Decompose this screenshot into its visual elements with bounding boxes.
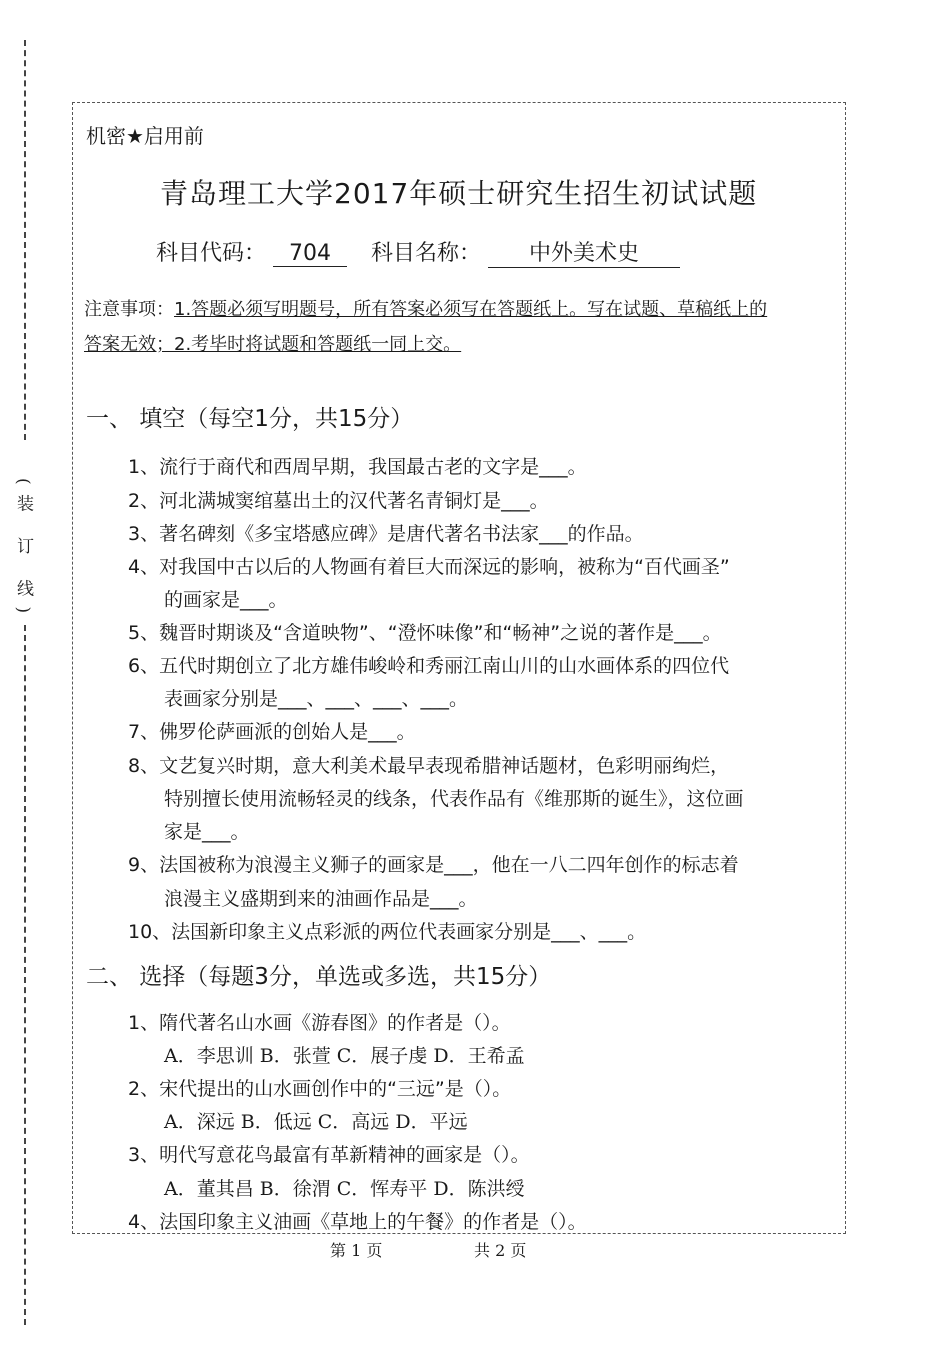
- s1-question-8: 8、文艺复兴时期，意大利美术最早表现希腊神话题材，色彩明丽绚烂，: [128, 755, 730, 777]
- s2-question-3: 3、明代写意花鸟最富有革新精神的画家是（）。: [128, 1144, 530, 1166]
- s1-question-10: 10、法国新印象主义点彩派的两位代表画家分别是___、___。: [128, 921, 647, 943]
- subject-name: 中外美术史: [488, 236, 680, 268]
- s1-question-3: 3、著名碑刻《多宝塔感应碑》是唐代著名书法家___的作品。: [128, 523, 644, 545]
- s1-question-6-cont: 表画家分别是___、___、___、___。: [164, 688, 469, 710]
- s2-question-4: 4、法国印象主义油画《草地上的午餐》的作者是（）。: [128, 1211, 587, 1233]
- notice-text-1: 1.答题必须写明题号，所有答案必须写在答题纸上。写在试题、草稿纸上的: [174, 299, 768, 320]
- section-2-heading: 二、 选择（每题3分，单选或多选，共15分）: [86, 964, 552, 990]
- s2-question-2: 2、宋代提出的山水画创作中的“三远”是（）。: [128, 1078, 512, 1100]
- notice-line-1: [84, 295, 844, 321]
- subject-code: 704: [273, 241, 347, 267]
- s1-question-5: 5、魏晋时期谈及“含道映物”、“澄怀味像”和“畅神”之说的著作是___。: [128, 622, 722, 644]
- s1-question-4: 4、对我国中古以后的人物画有着巨大而深远的影响，被称为“百代画圣”: [128, 556, 730, 578]
- notice-line-2: [84, 330, 844, 356]
- notice-label: 注意事项：: [84, 299, 174, 320]
- subject-code-label: 科目代码：: [156, 241, 267, 266]
- binding-line-top: [24, 40, 26, 440]
- s1-question-8-cont-2: 家是___。: [164, 821, 250, 843]
- s1-question-9: 9、法国被称为浪漫主义狮子的画家是___，他在一八二四年创作的标志着: [128, 854, 739, 876]
- s1-question-6: 6、五代时期创立了北方雄伟峻岭和秀丽江南山川的山水画体系的四位代: [128, 655, 730, 677]
- s1-question-9-cont: 浪漫主义盛期到来的油画作品是___。: [164, 888, 478, 910]
- page-total: 共 2 页: [474, 1241, 527, 1260]
- subject-line: [156, 236, 680, 268]
- s2-question-1: 1、隋代著名山水画《游春图》的作者是（）。: [128, 1012, 511, 1034]
- exam-title: 青岛理工大学2017年硕士研究生招生初试试题: [160, 177, 758, 210]
- s1-question-4-cont: 的画家是___。: [164, 589, 288, 611]
- s2-question-1-options: A．李思训 B．张萱 C．展子虔 D．王希孟: [164, 1045, 525, 1067]
- binding-line-bottom: [24, 625, 26, 1325]
- s1-question-1: 1、流行于商代和西周早期，我国最古老的文字是___。: [128, 456, 587, 478]
- s1-question-8-cont-1: 特别擅长使用流畅轻灵的线条，代表作品有《维那斯的诞生》，这位画: [164, 788, 744, 810]
- s1-question-2: 2、河北满城窦绾墓出土的汉代著名青铜灯是___。: [128, 490, 549, 512]
- s2-question-3-options: A．董其昌 B．徐渭 C．恽寿平 D．陈洪绶: [164, 1178, 525, 1200]
- subject-name-label: 科目名称：: [371, 241, 482, 266]
- s1-question-7: 7、佛罗伦萨画派的创始人是___。: [128, 721, 416, 743]
- page-number: 第 1 页: [330, 1241, 383, 1260]
- section-1-heading: 一、 填空（每空1分，共15分）: [86, 406, 414, 432]
- binding-label: (装 订 线): [13, 478, 33, 624]
- notice-text-2: 答案无效；2.考毕时将试题和答题纸一同上交。: [84, 334, 462, 355]
- confidential-label: 机密★启用前: [86, 124, 204, 148]
- s2-question-2-options: A．深远 B．低远 C．高远 D．平远: [164, 1111, 468, 1133]
